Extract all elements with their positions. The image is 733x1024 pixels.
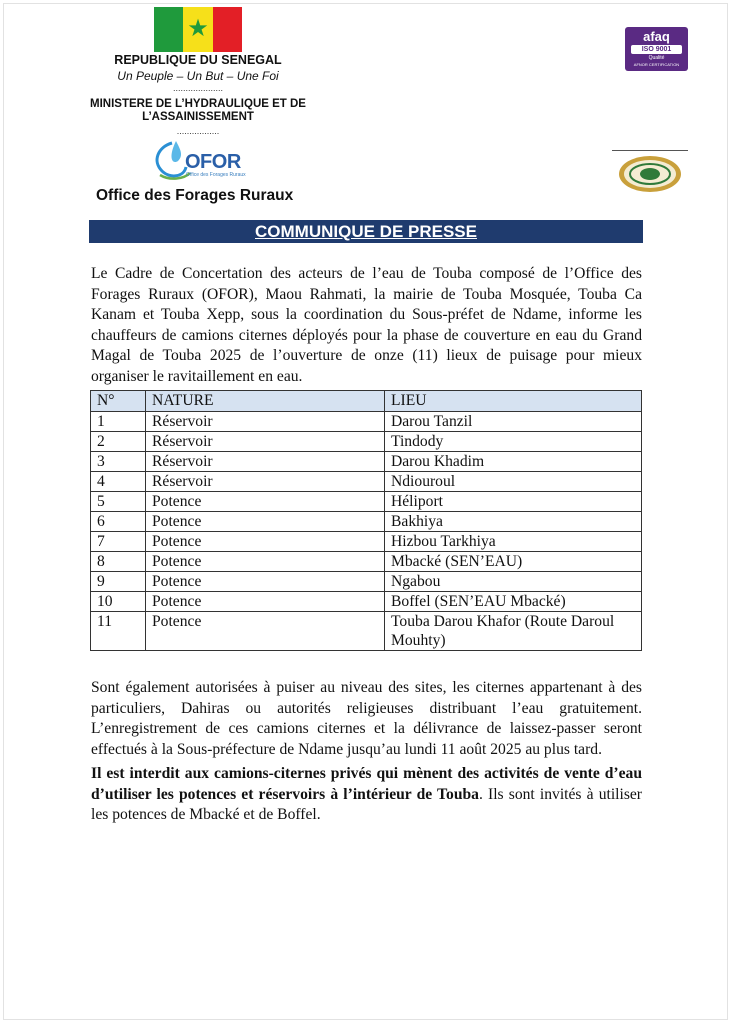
afaq-org: AFNOR CERTIFICATION: [633, 62, 680, 67]
republic-title: REPUBLIQUE DU SENEGAL: [114, 53, 282, 67]
afaq-certification-logo: [625, 27, 688, 71]
cell-nature: Potence: [146, 512, 385, 532]
cell-nature: Potence: [146, 592, 385, 612]
press-release-title: COMMUNIQUE DE PRESSE: [255, 222, 477, 241]
cell-number: 8: [91, 552, 146, 572]
ofor-logo-text: OFOR: [185, 151, 241, 173]
cell-lieu: Héliport: [385, 492, 642, 512]
table-row: [91, 572, 642, 592]
ofor-logo-subtext: Office des Forages Ruraux: [186, 172, 246, 178]
ministry-name: [60, 98, 336, 124]
table-header-row: [91, 391, 642, 412]
table-row: [91, 472, 642, 492]
touba-seal-icon: [617, 154, 683, 194]
cell-number: 7: [91, 532, 146, 552]
cell-number: 3: [91, 452, 146, 472]
cell-lieu: Hizbou Tarkhiya: [385, 532, 642, 552]
national-motto: Un Peuple – Un But – Une Foi: [117, 69, 279, 83]
table-row: [91, 612, 642, 651]
water-points-table: [90, 390, 642, 651]
cell-lieu: Darou Khadim: [385, 452, 642, 472]
cell-nature: Réservoir: [146, 412, 385, 432]
separator-dots: ....................: [172, 83, 223, 93]
cell-lieu: Ngabou: [385, 572, 642, 592]
title-banner: [89, 220, 643, 243]
ministry-line-1: MINISTERE DE L’HYDRAULIQUE ET DE: [90, 98, 306, 110]
table-row: [91, 532, 642, 552]
intro-paragraph: Le Cadre de Concertation des acteurs de l’eau de Touba composé de l’Office des Forages Ruraux (OFOR), Maou Rahmati, la mairie de Touba Mosquée, Touba Ca Kanam et Touba Xepp, sous la coordination du Sous-préfet de Ndame, informe les chauffeurs de camions citernes déployés pour la phase de couverture en eau du Grand Magal de Touba 2025 de l’ouverture de onze (11) lieux de puisage pour mieux organiser le ravitaillement en eau.: [91, 265, 642, 385]
separator-dots-2: .................: [176, 126, 220, 136]
cell-lieu: Mbacké (SEN’EAU): [385, 552, 642, 572]
authorization-paragraph: Sont également autorisées à puiser au niveau des sites, les citernes appartenant à des particuliers, Dahiras ou autorités religieuses distribuant l’eau gratuitement. L’enregistrement de ces camions citernes et la délivrance de laissez-passer seront effectués à la Sous-préfecture de Ndame jusqu’au lundi 11 août 2025 au plus tard.: [91, 679, 642, 758]
table-row: [91, 432, 642, 452]
table-row: [91, 592, 642, 612]
cell-nature: Potence: [146, 552, 385, 572]
table-row: [91, 412, 642, 432]
cell-lieu: Darou Tanzil: [385, 412, 642, 432]
cell-lieu: Touba Darou Khafor (Route Daroul Mouhty): [385, 612, 642, 651]
prohibition-bold-text: Il est interdit aux camions-citernes privés qui mènent des activités de vente d’eau d’utiliser les potences et réservoirs à l’intérieur de Touba: [91, 765, 642, 803]
cell-lieu: Boffel (SEN’EAU Mbacké): [385, 592, 642, 612]
cell-nature: Potence: [146, 532, 385, 552]
cell-number: 9: [91, 572, 146, 592]
cell-number: 6: [91, 512, 146, 532]
ministry-line-2: L’ASSAINISSEMENT: [142, 111, 254, 123]
prohibition-rest-text: . Ils sont invités à utiliser les potences de Mbacké et de Boffel.: [91, 785, 643, 823]
cell-number: 5: [91, 492, 146, 512]
cell-number: 2: [91, 432, 146, 452]
divider-line: [612, 150, 688, 151]
cell-nature: Réservoir: [146, 432, 385, 452]
prohibition-paragraph: [91, 764, 642, 826]
cell-nature: Potence: [146, 572, 385, 592]
column-header-number: N°: [91, 391, 146, 412]
cell-nature: Réservoir: [146, 472, 385, 492]
cell-nature: Réservoir: [146, 452, 385, 472]
cell-lieu: Bakhiya: [385, 512, 642, 532]
cell-nature: Potence: [146, 612, 385, 651]
table-row: [91, 492, 642, 512]
cell-number: 11: [91, 612, 146, 651]
column-header-nature: NATURE: [146, 391, 385, 412]
column-header-lieu: LIEU: [385, 391, 642, 412]
cell-lieu: Tindody: [385, 432, 642, 452]
cell-number: 10: [91, 592, 146, 612]
office-name: Office des Forages Ruraux: [96, 187, 294, 204]
cell-nature: Potence: [146, 492, 385, 512]
cell-number: 4: [91, 472, 146, 492]
cell-lieu: Ndiouroul: [385, 472, 642, 492]
table-row: [91, 552, 642, 572]
cell-number: 1: [91, 412, 146, 432]
afaq-brand: afaq: [643, 29, 670, 44]
table-row: [91, 512, 642, 532]
table-row: [91, 452, 642, 472]
senegal-flag-icon: ★: [154, 7, 242, 52]
afaq-iso: ISO 9001: [631, 45, 682, 54]
afaq-quality: Qualité: [648, 55, 665, 61]
